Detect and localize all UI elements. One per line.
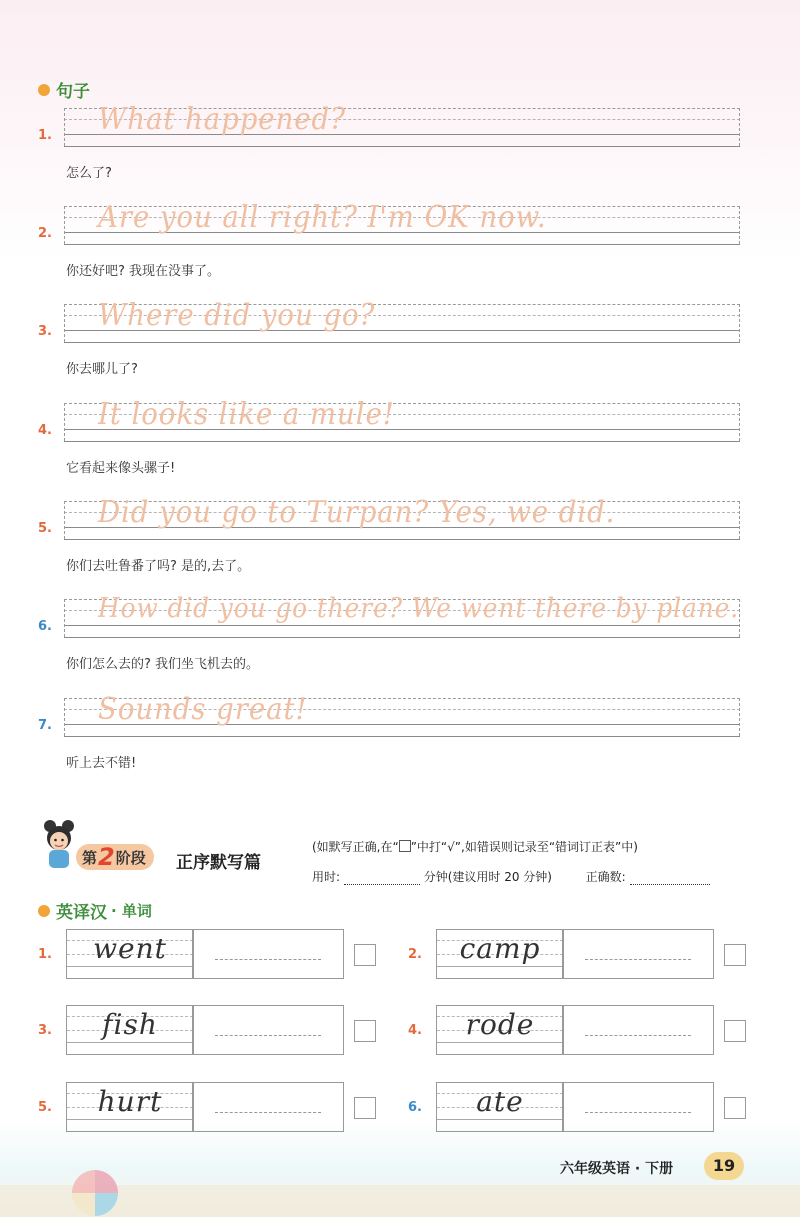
instruction-text-1: (如默写正确,在“: [312, 840, 399, 854]
answer-cell[interactable]: [562, 929, 714, 979]
word-number: 4.: [408, 1023, 422, 1038]
sentence-item: [38, 102, 748, 190]
section-title-text: 句子: [56, 82, 90, 102]
section-title-text: 英译汉: [56, 903, 107, 923]
sentence-number: 7.: [38, 718, 52, 733]
word-text: camp: [459, 932, 541, 965]
correct-count-label: 正确数:: [585, 870, 626, 884]
sentence-english-trace: It looks like a mule!: [98, 397, 395, 432]
stage-number: 2: [98, 843, 115, 871]
sentence-english-trace: Where did you go?: [98, 298, 376, 333]
sentence-chinese: 你还好吧? 我现在没事了。: [66, 264, 221, 279]
stage-instructions: [312, 838, 638, 855]
answer-cell[interactable]: [192, 1005, 344, 1055]
word-number: 2.: [408, 947, 422, 962]
check-box[interactable]: [724, 1097, 746, 1119]
stage-badge: [76, 844, 154, 870]
word-item: [408, 1082, 748, 1132]
section-title-words: [38, 898, 152, 923]
sentence-item: [38, 495, 748, 583]
word-number: 3.: [38, 1023, 52, 1038]
sentence-item: [38, 397, 748, 485]
time-unit: 分钟(建议用时 20 分钟): [423, 870, 552, 884]
writing-lines: [64, 397, 740, 449]
answer-cell[interactable]: [562, 1082, 714, 1132]
word-text: hurt: [97, 1085, 163, 1118]
sentence-item: [38, 200, 748, 288]
sentence-number: 5.: [38, 521, 52, 536]
word-item: [408, 1005, 748, 1055]
sentence-number: 3.: [38, 324, 52, 339]
sand-decoration: [0, 1185, 800, 1217]
word-number: 5.: [38, 1100, 52, 1115]
word-text: rode: [465, 1008, 535, 1041]
word-cell: [66, 929, 194, 979]
sentence-chinese: 你们去吐鲁番了吗? 是的,去了。: [66, 559, 251, 574]
check-box[interactable]: [724, 944, 746, 966]
sentence-item: [38, 593, 748, 681]
sentence-english-trace: How did you go there? We went there by plane.: [98, 593, 740, 624]
writing-lines: [64, 593, 740, 645]
sentence-item: [38, 692, 748, 780]
word-cell: [66, 1005, 194, 1055]
beach-ball-icon: [72, 1170, 118, 1216]
word-item: [38, 929, 378, 979]
word-cell: [436, 1082, 564, 1132]
correct-count-blank[interactable]: [630, 884, 710, 885]
word-text: ate: [476, 1085, 524, 1118]
sentence-chinese: 你们怎么去的? 我们坐飞机去的。: [66, 657, 260, 672]
dot-bullet-icon: [38, 905, 50, 917]
sentence-chinese: 你去哪儿了?: [66, 362, 138, 377]
sentence-english-trace: What happened?: [98, 102, 346, 137]
sentence-english-trace: Sounds great!: [98, 692, 308, 727]
instruction-text-2: ”中打“√”,如错误则记录至“错词订正表”中): [410, 840, 638, 854]
check-box[interactable]: [354, 1020, 376, 1042]
word-number: 6.: [408, 1100, 422, 1115]
checkbox-icon: [399, 840, 411, 852]
section-subtitle: · 单词: [111, 902, 152, 920]
girl-mascot-icon: [40, 818, 78, 870]
stage-name: 正序默写篇: [176, 853, 261, 873]
writing-lines: [64, 692, 740, 744]
stage-time-row: [312, 868, 710, 885]
sentence-number: 2.: [38, 226, 52, 241]
word-text: fish: [102, 1008, 158, 1041]
writing-lines: [64, 102, 740, 154]
sentence-chinese: 听上去不错!: [66, 756, 137, 771]
stage-suffix: 阶段: [115, 848, 146, 867]
word-number: 1.: [38, 947, 52, 962]
answer-cell[interactable]: [192, 929, 344, 979]
sentence-english-trace: Did you go to Turpan? Yes, we did.: [98, 495, 616, 530]
answer-cell[interactable]: [192, 1082, 344, 1132]
sentence-chinese: 它看起来像头骡子!: [66, 461, 176, 476]
time-blank[interactable]: [344, 884, 420, 885]
check-box[interactable]: [354, 1097, 376, 1119]
sentence-chinese: 怎么了?: [66, 166, 112, 181]
dot-bullet-icon: [38, 84, 50, 96]
word-cell: [66, 1082, 194, 1132]
section-title-sentences: [38, 77, 90, 102]
sentence-item: [38, 298, 748, 386]
word-text: went: [93, 932, 167, 965]
word-item: [38, 1005, 378, 1055]
stage-prefix: 第: [82, 848, 98, 867]
check-box[interactable]: [724, 1020, 746, 1042]
writing-lines: [64, 495, 740, 547]
stage-header: [36, 818, 756, 888]
page-number: 19: [704, 1152, 744, 1180]
sentence-english-trace: Are you all right? I'm OK now.: [98, 200, 547, 235]
time-label: 用时:: [312, 870, 341, 884]
check-box[interactable]: [354, 944, 376, 966]
word-cell: [436, 1005, 564, 1055]
footer-book-label: 六年级英语 · 下册: [560, 1161, 674, 1177]
writing-lines: [64, 298, 740, 350]
word-item: [38, 1082, 378, 1132]
writing-lines: [64, 200, 740, 252]
sentence-number: 6.: [38, 619, 52, 634]
sentence-number: 1.: [38, 128, 52, 143]
sentence-number: 4.: [38, 423, 52, 438]
answer-cell[interactable]: [562, 1005, 714, 1055]
word-cell: [436, 929, 564, 979]
word-item: [408, 929, 748, 979]
